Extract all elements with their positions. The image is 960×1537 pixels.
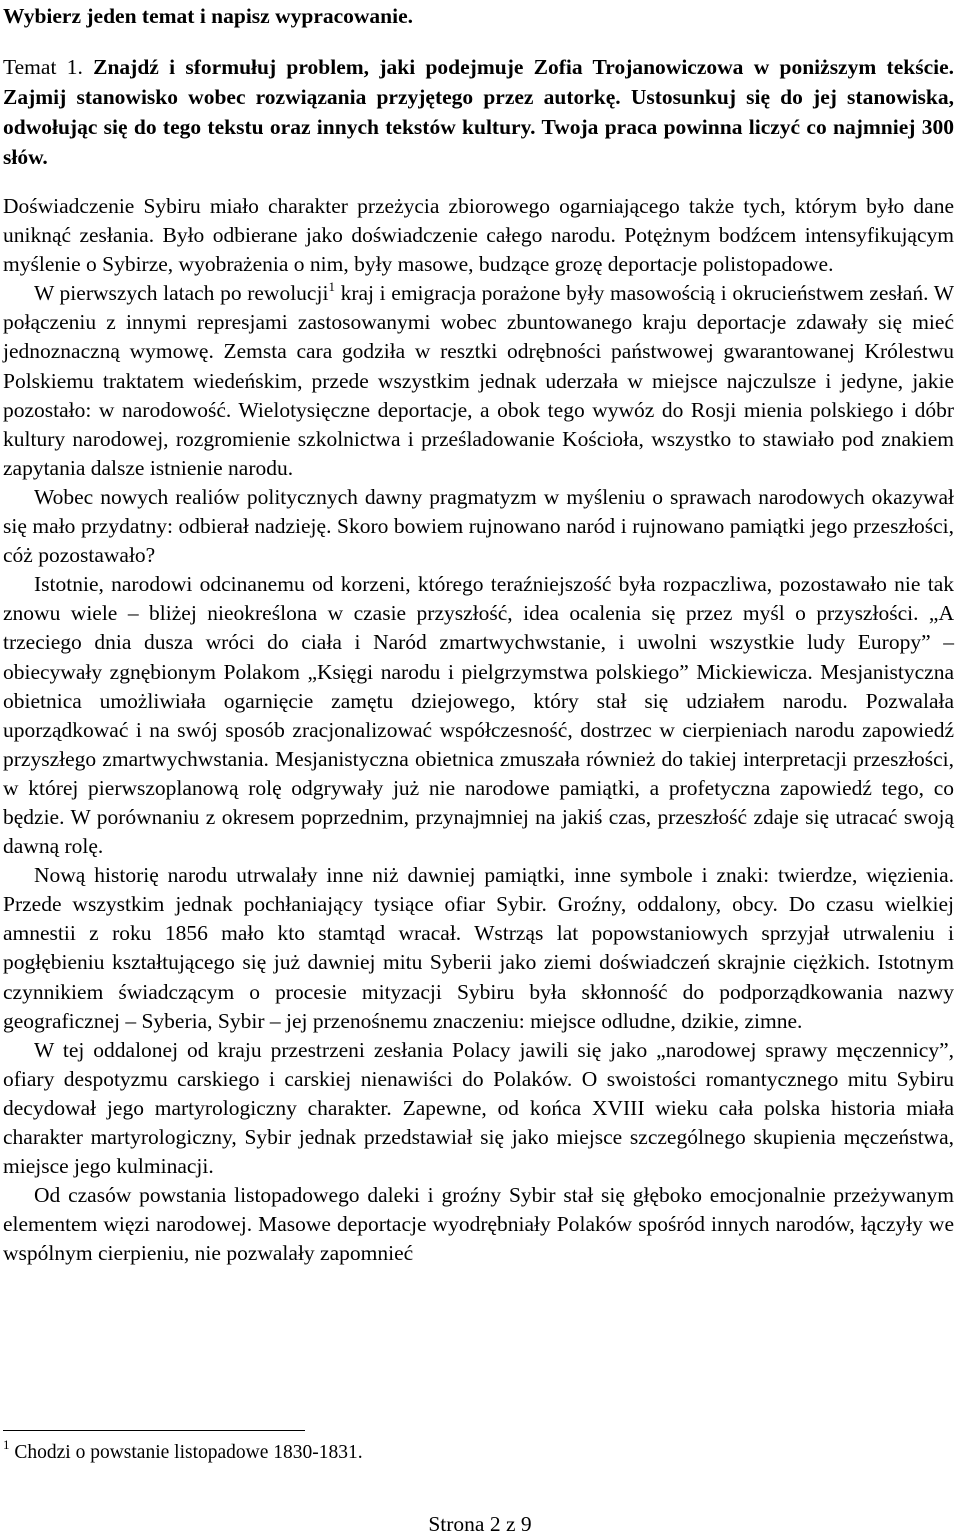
article-paragraph-1: Doświadczenie Sybiru miało charakter przeżycia zbiorowego ogarniającego także tych, którym było dane uniknąć zesłania. Było odbierane jako doświadczenie całego narodu. Potężnym bodźcem intensyfikującym myślenie o Sybirze, wyobrażenia o nim, były masowe, budzące grozę deportacje polistopadowe. bbox=[3, 194, 954, 277]
footnote-text: Chodzi o powstanie listopadowe 1830-1831. bbox=[9, 1442, 363, 1463]
paragraph-2-start: W pierwszych latach po rewolucji bbox=[34, 281, 329, 306]
task-text: Znajdź i sformułuj problem, jaki podejmuje Zofia Trojanowiczowa w poniższym tekście. Zajmij stanowisko wobec rozwiązania przyjętego przez autorkę. Ustosunkuj się do jej stanowiska, odwołując się do tego tekstu oraz innych tekstów kultury. Twoja praca powinna liczyć co najmniej 300 słów. bbox=[3, 55, 955, 169]
footnote bbox=[3, 1437, 363, 1466]
article-paragraph-6: W tej oddalonej od kraju przestrzeni zesłania Polacy jawili się jako „narodowej sprawy męczennicy”, ofiary despotyzmu carskiego i carskiej nienawiści do Polaków. O swoistości romantycznego mitu Sybiru decydował jego martyrologiczny charakter. Zapewne, od końca XVIII wieku cała polska historia miała charakter martyrologiczny, Sybir jednak przedstawiał się jako miejsce szczególnego skupienia męczeństwa, miejsce jego kulminacji. bbox=[3, 1037, 954, 1179]
footnote-reference: 1 bbox=[328, 279, 335, 295]
page-content bbox=[3, 0, 954, 1268]
footnote-divider bbox=[3, 1430, 305, 1431]
article-paragraph-3: Wobec nowych realiów politycznych dawny pragmatyzm w myśleniu o sprawach narodowych okazywał się mało przydatny: odbierał nadzieję. Skoro bowiem rujnowano naród i rujnowano pamiątki jego przeszłości, cóż pozostawało? bbox=[3, 484, 954, 568]
article-paragraph-2 bbox=[3, 279, 954, 483]
article-paragraph-5: Nową historię narodu utrwalały inne niż dawniej pamiątki, inne symbole i znaki: twierdze, więzienia. Przede wszystkim jednak pochłaniający tysiące ofiar Sybir. Groźny, oddalony, obcy. Do czasu wielkiej amnestii z roku 1856 mało kto stamtąd wracał. Wstrząs lat popowstaniowych sprzyjał utrwaleniu i pogłębieniu kształtującego się już dawniej mitu Syberii jako ziemi doświadczeń skrajnie ciężkich. Istotnym czynnikiem świadczącym o procesie mityzacji Sybiru była skłonność do podporządkowania nazwy geograficznej – Syberia, Sybir – jej przenośnemu znaczeniu: miejsce odludne, dzikie, zimne. bbox=[3, 863, 954, 1033]
paragraph-2-rest: kraj i emigracja porażone były masowością i okrucieństwem zesłań. W połączeniu z innymi represjami zastosowanymi wobec zbuntowanego kraju deportacje zdawały się mieć jednoznaczną wymowę. Zemsta cara godziła w resztki odrębności państwowej gwarantowanej Królestwu Polskiemu traktatem wiedeńskim, przede wszystkim jednak uderzała w miejsce najczulsze i jedyne, jakie pozostało: w narodowość. Wielotysięczne deportacje, a obok tego wywóz do Rosji mienia polskiego i dóbr kultury narodowej, rozgromienie szkolnictwa i prześladowanie Kościoła, wszystko to stawiało pod znakiem zapytania dalsze istnienie narodu. bbox=[3, 281, 955, 480]
footnote-marker: 1 bbox=[3, 1437, 10, 1452]
source-article bbox=[3, 192, 954, 1268]
task-label: Temat 1. bbox=[3, 55, 83, 79]
article-paragraph-7: Od czasów powstania listopadowego daleki i groźny Sybir stał się głęboko emocjonalnie przeżywanym elementem więzi narodowej. Masowe deportacje wyodrębniały Polaków spośród innych narodów, łączyły we wspólnym cierpieniu, nie pozwalały zapomnieć bbox=[3, 1183, 954, 1266]
exam-instruction: Wybierz jeden temat i napisz wypracowanie. bbox=[3, 4, 414, 28]
task-prompt bbox=[3, 52, 954, 172]
page-number: Strona 2 z 9 bbox=[428, 1512, 532, 1536]
article-paragraph-4: Istotnie, narodowi odcinanemu od korzeni, którego teraźniejszość była rozpaczliwa, pozostawało nie tak znowu wiele – bliżej nieokreślona w czasie przyszłość, idea ocalenia się przez myśl o przyszłości. „A trzeciego dnia dusza wróci do ciała i Naród zmartwychwstanie, i uwolni wszystkie ludy Europy” – obiecywały zgnębionym Polakom „Księgi narodu i pielgrzymstwa polskiego” Mickiewicza. Mesjanistyczna obietnica umożliwiała ogarnięcie zamętu dziejowego, który stał się udziałem narodu. Pozwalała uporządkować i na swój sposób zracjonalizować współczesność, dostrzec w cierpieniach narodu zapowiedź przyszłego zmartwychwstania. Mesjanistyczna obietnica zmuszała również do takiej interpretacji przeszłości, w której pierwszoplanową rolę odgrywały już nie narodowe pamiątki, a profetyczna zapowiedź tego, co będzie. W porównaniu z okresem poprzednim, przynajmniej na jakiś czas, przeszłość zdaje się utracać swoją dawną rolę. bbox=[3, 572, 954, 859]
